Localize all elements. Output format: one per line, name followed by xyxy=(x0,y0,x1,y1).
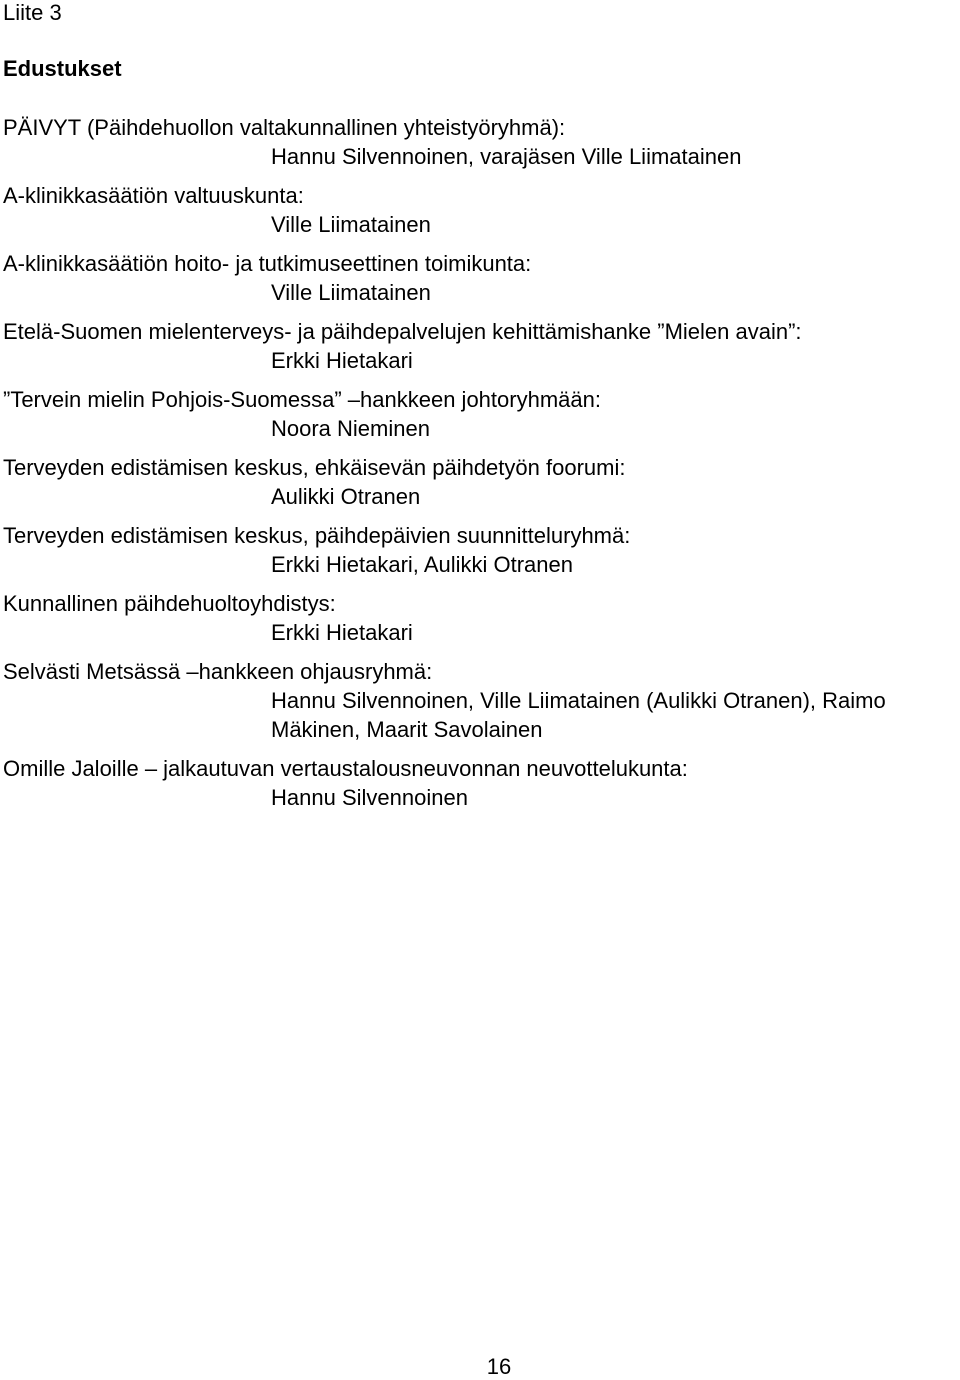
organization-name: Terveyden edistämisen keskus, päihdepäivien suunnitteluryhmä: xyxy=(3,523,631,548)
list-item xyxy=(3,657,960,744)
organization-name: A-klinikkasäätiön valtuuskunta: xyxy=(3,183,304,208)
section-heading: Edustukset xyxy=(3,56,122,81)
organization-name: Etelä-Suomen mielenterveys- ja päihdepalvelujen kehittämishanke ”Mielen avain”: xyxy=(3,319,802,344)
list-item xyxy=(3,385,960,443)
member-names: Erkki Hietakari, Aulikki Otranen xyxy=(271,552,573,577)
organization-name: Selvästi Metsässä –hankkeen ohjausryhmä: xyxy=(3,659,433,684)
organization-name: ”Tervein mielin Pohjois-Suomessa” –hankkeen johtoryhmään: xyxy=(3,387,601,412)
organization-name: Kunnallinen päihdehuoltoyhdistys: xyxy=(3,591,336,616)
member-names-continued: Mäkinen, Maarit Savolainen xyxy=(271,717,543,742)
member-names: Noora Nieminen xyxy=(271,416,430,441)
organization-name: Terveyden edistämisen keskus, ehkäisevän päihdetyön foorumi: xyxy=(3,455,626,480)
representation-list xyxy=(3,113,960,822)
organization-name: Omille Jaloille – jalkautuvan vertaustalousneuvonnan neuvottelukunta: xyxy=(3,756,688,781)
organization-name: A-klinikkasäätiön hoito- ja tutkimuseettinen toimikunta: xyxy=(3,251,532,276)
member-names: Erkki Hietakari xyxy=(271,620,413,645)
list-item xyxy=(3,249,960,307)
list-item xyxy=(3,181,960,239)
member-names: Ville Liimatainen xyxy=(271,280,431,305)
appendix-label: Liite 3 xyxy=(3,0,62,25)
list-item xyxy=(3,521,960,579)
organization-name: PÄIVYT (Päihdehuollon valtakunnallinen yhteistyöryhmä): xyxy=(3,115,566,140)
list-item xyxy=(3,317,960,375)
list-item xyxy=(3,754,960,812)
member-names: Hannu Silvennoinen, Ville Liimatainen (Aulikki Otranen), Raimo xyxy=(271,688,886,713)
member-names: Aulikki Otranen xyxy=(271,484,421,509)
list-item xyxy=(3,589,960,647)
list-item xyxy=(3,113,960,171)
member-names: Hannu Silvennoinen, varajäsen Ville Liimatainen xyxy=(271,144,742,169)
member-names: Erkki Hietakari xyxy=(271,348,413,373)
list-item xyxy=(3,453,960,511)
member-names: Hannu Silvennoinen xyxy=(271,785,468,810)
member-names: Ville Liimatainen xyxy=(271,212,431,237)
page-number: 16 xyxy=(486,1354,512,1379)
